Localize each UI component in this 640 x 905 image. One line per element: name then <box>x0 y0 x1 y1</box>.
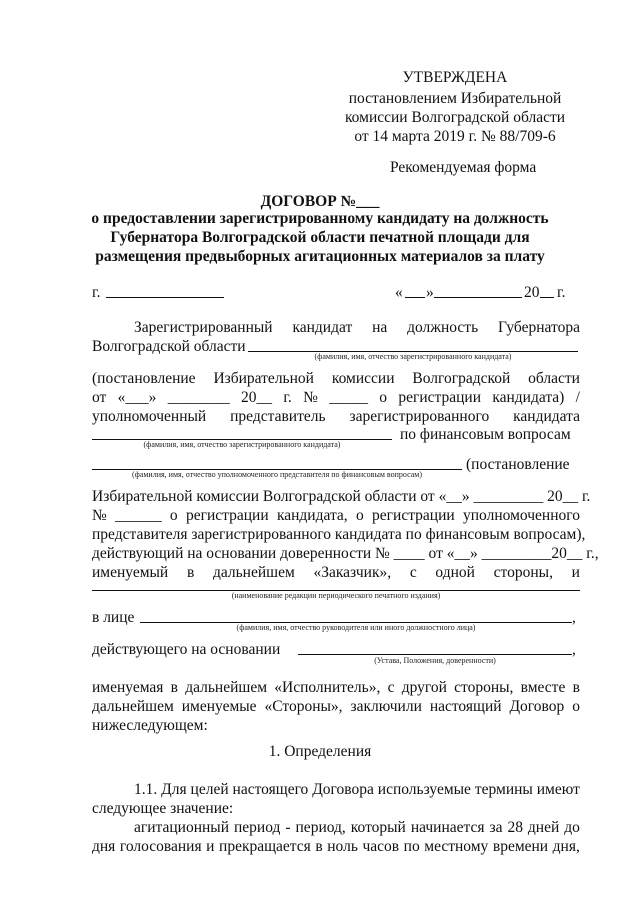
word: местному <box>424 838 489 855</box>
word: до <box>564 819 580 836</box>
year-suffix: г. <box>557 284 566 301</box>
word: Договор <box>509 698 565 715</box>
caption-head: (фамилия, имя, отчество руководителя или иного должностного лица) <box>236 623 476 632</box>
word: часов <box>362 838 400 855</box>
section-1-title: 1. Определения <box>268 743 372 760</box>
word: от <box>92 389 107 406</box>
word: по <box>403 838 420 855</box>
word: прекращается <box>219 838 311 855</box>
date-close-quote: » <box>426 284 434 301</box>
caption-authorized-rep: (фамилия, имя, отчество уполномоченного представителя по финансовым вопросам) <box>131 470 423 479</box>
word: времени <box>492 838 549 855</box>
p2-line-4-tail: по финансовым вопросам <box>400 426 571 443</box>
word: регистрации <box>372 507 455 524</box>
word: дальнейшем <box>212 564 295 581</box>
comma-1: , <box>572 609 576 626</box>
word: кандидата <box>513 408 580 425</box>
p4-line-1 <box>92 679 580 697</box>
word: о <box>572 698 580 715</box>
year-blank <box>540 297 554 298</box>
word: дней <box>527 819 560 836</box>
word: 1.1. <box>134 781 158 798</box>
p2-line-5-tail: (постановление <box>466 456 570 473</box>
word: который <box>350 819 406 836</box>
word: о <box>355 507 364 524</box>
s1-p1-line-1 <box>134 781 580 799</box>
word: Договора <box>312 781 374 798</box>
caption-candidate-name-2: (фамилия, имя, отчество зарегистрированного кандидата) <box>143 440 341 449</box>
word: настоящий <box>429 698 502 715</box>
date-open-quote: « <box>395 284 403 301</box>
p3-line-3: представителя зарегистрированного кандидата по финансовым вопросам), <box>92 526 586 543</box>
word: «___» <box>117 389 157 406</box>
contract-subtitle-3: размещения предвыборных агитационных материалов за плату <box>95 248 545 265</box>
word: кандидата, <box>276 507 348 524</box>
word: используемые <box>377 781 471 798</box>
p3-line-4: действующий на основании доверенности № ____ от «__» _________20__ г., <box>92 545 599 562</box>
word: области <box>528 370 580 387</box>
caption-candidate-name: (фамилия, имя, отчество зарегистрированного кандидата) <box>314 352 512 361</box>
word: кандидата) <box>492 389 565 406</box>
contract-subtitle-1: о предоставлении зарегистрированному кандидату на должность <box>91 210 549 227</box>
word: комиссии <box>331 370 395 387</box>
p4-line-2 <box>92 698 580 716</box>
approval-line-1: постановлением Избирательной <box>348 90 562 107</box>
word: регистрации <box>185 507 269 524</box>
city-blank <box>106 297 224 298</box>
p3-line-1: Избирательной комиссии Волгоградской области от «__» _________ 20__ г. <box>92 488 591 505</box>
word: уполномоченный <box>92 408 207 425</box>
word: «Исполнитель», <box>274 679 381 696</box>
word: Зарегистрированный <box>134 319 273 336</box>
word: именуемая <box>92 679 164 696</box>
word: о <box>169 507 178 524</box>
word: о <box>379 389 388 406</box>
form-note: Рекомендуемая форма <box>390 159 537 176</box>
word: зарегистрированного <box>349 408 490 425</box>
word: начинается <box>410 819 485 836</box>
word: - <box>285 819 291 836</box>
word: в <box>572 679 580 696</box>
word: другой <box>401 679 447 696</box>
word: имеют <box>536 781 580 798</box>
word: 20__ <box>241 389 273 406</box>
word: № <box>303 389 318 406</box>
word: регистрации <box>398 389 481 406</box>
word: в <box>170 679 178 696</box>
word: ________ <box>167 389 230 406</box>
s1-p2-line-1 <box>134 819 580 837</box>
word: вместе <box>520 679 566 696</box>
word: (постановление <box>92 370 196 387</box>
word: № <box>92 507 107 524</box>
contract-subtitle-2: Губернатора Волгоградской области печатной площади для <box>110 229 530 246</box>
word: целей <box>190 781 229 798</box>
acting-basis-label: действующего на основании <box>92 641 281 658</box>
word: г. <box>283 389 292 406</box>
comma-2: , <box>572 641 576 658</box>
word: должность <box>407 319 479 336</box>
approval-line-2: комиссии Волгоградской области <box>344 109 566 126</box>
word: голосования <box>119 838 202 855</box>
word: ноль <box>327 838 358 855</box>
p4-line-3: нижеследующем: <box>92 717 208 734</box>
approval-title: УТВЕРЖДЕНА <box>402 69 508 86</box>
p3-line-5 <box>92 564 580 582</box>
word: термины <box>474 781 533 798</box>
word: представитель <box>230 408 326 425</box>
word: период, <box>295 819 346 836</box>
s1-p2-line-2 <box>92 838 580 856</box>
caption-basis: (Устава, Положения, доверенности) <box>374 656 496 665</box>
contract-title: ДОГОВОР №___ <box>260 193 380 210</box>
word: настоящего <box>232 781 309 798</box>
word: _____ <box>329 389 368 406</box>
p3-line-2 <box>92 507 580 525</box>
word: ______ <box>115 507 162 524</box>
word: Губернатора <box>498 319 580 336</box>
in-person-label: в лице <box>92 609 135 626</box>
word: с <box>387 679 395 696</box>
p2-line-1 <box>92 370 580 388</box>
word: дальнейшем <box>185 679 268 696</box>
word: стороны, <box>454 679 514 696</box>
year-prefix: 20 <box>524 284 540 301</box>
word: Избирательной <box>213 370 314 387</box>
word: именуемый <box>92 564 169 581</box>
city-prefix: г. <box>92 284 101 301</box>
basis-blank <box>298 654 572 655</box>
word: «Заказчик», <box>313 564 392 581</box>
word: с <box>409 564 417 581</box>
word: на <box>372 319 388 336</box>
word: и <box>206 838 215 855</box>
word: / <box>575 389 580 406</box>
day-blank <box>405 297 425 298</box>
word: агитационный <box>134 819 230 836</box>
word: кандидат <box>292 319 353 336</box>
word: в <box>315 838 323 855</box>
p1-line-1 <box>134 319 580 337</box>
word: Волгоградской <box>412 370 511 387</box>
word: в <box>186 564 195 581</box>
p2-line-2 <box>92 389 580 407</box>
word: дальнейшем <box>92 698 174 715</box>
word: «Стороны», <box>264 698 343 715</box>
word: дня, <box>552 838 580 855</box>
word: дня <box>92 838 116 855</box>
caption-publisher: (наименование редакции периодического печатного издания) <box>231 591 441 600</box>
p1-line-2: Волгоградской области <box>92 338 246 355</box>
word: именуемые <box>181 698 257 715</box>
p2-line-3 <box>92 408 580 426</box>
word: за <box>489 819 503 836</box>
word: Для <box>161 781 187 798</box>
word: уполномоченного <box>463 507 580 524</box>
word: одной <box>435 564 475 581</box>
month-blank <box>434 297 522 298</box>
word: и <box>571 564 580 581</box>
word: заключили <box>350 698 422 715</box>
word: 28 <box>507 819 523 836</box>
word: период <box>233 819 281 836</box>
s1-p1-line-2: следующее значение: <box>92 800 234 817</box>
approval-line-3: от 14 марта 2019 г. № 88/709-6 <box>354 128 556 145</box>
word: стороны, <box>493 564 553 581</box>
